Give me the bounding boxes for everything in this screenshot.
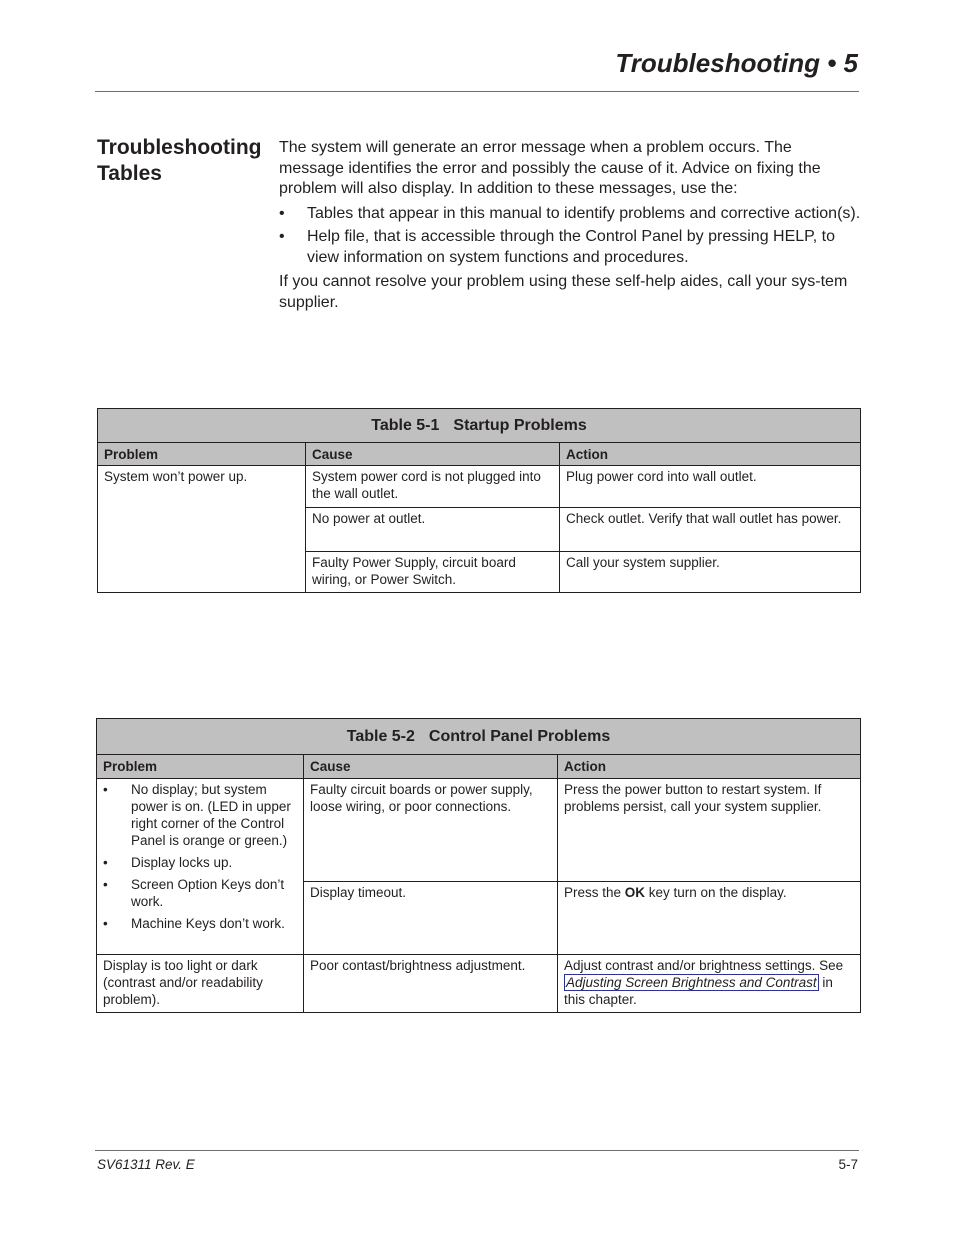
action-cell: Plug power cord into wall outlet.	[560, 466, 861, 508]
action-text-post: key turn on the display.	[645, 885, 787, 900]
problem-cell: Display is too light or dark (contrast and/or readability problem).	[97, 955, 304, 1013]
section-heading	[97, 135, 277, 187]
column-header-action: Action	[560, 443, 861, 466]
action-cell: Call your system supplier.	[560, 552, 861, 593]
action-cell: Press the power button to restart system. If problems persist, call your system supplier.	[558, 779, 861, 882]
column-header-problem: Problem	[98, 443, 306, 466]
list-item	[103, 876, 297, 910]
bullet-glyph: •	[103, 782, 108, 797]
brightness-contrast-link[interactable]: Adjusting Screen Brightness and Contrast	[566, 975, 817, 990]
startup-problems-table	[97, 408, 861, 593]
footer-rule	[95, 1150, 859, 1151]
section-heading-line1: Troubleshooting	[97, 136, 262, 159]
list-item-text: Display locks up.	[131, 855, 233, 870]
control-panel-problems-table	[96, 718, 861, 1013]
action-cell	[558, 955, 861, 1013]
table-number: Table 5-2	[346, 728, 415, 745]
bullet-glyph: •	[279, 204, 285, 222]
problem-cell: System won’t power up.	[98, 466, 306, 593]
action-text-pre: Adjust contrast and/or brightness settings. See	[564, 958, 844, 973]
table-caption	[98, 409, 861, 443]
action-text-pre: Press the	[564, 885, 625, 900]
cause-cell: No power at outlet.	[306, 508, 560, 552]
cause-cell: Faulty circuit boards or power supply, loose wiring, or poor connections.	[304, 779, 558, 882]
intro-text	[279, 138, 861, 313]
closing-paragraph: If you cannot resolve your problem using these self-help aides, call your sys-tem supplier.	[279, 273, 848, 311]
table-title: Startup Problems	[453, 417, 587, 434]
table-row	[97, 779, 861, 882]
intro-bullet-list	[279, 204, 861, 269]
problem-cell	[97, 779, 304, 955]
action-cell: Check outlet. Verify that wall outlet has power.	[560, 508, 861, 552]
bullet-glyph: •	[279, 228, 285, 245]
table-row	[97, 955, 861, 1013]
list-item-text: Screen Option Keys don’t work.	[131, 877, 285, 909]
section-heading-line2: Tables	[97, 162, 162, 185]
column-header-cause: Cause	[306, 443, 560, 466]
action-text-post: in this chapter.	[564, 975, 833, 1007]
cause-cell: Poor contast/brightness adjustment.	[304, 955, 558, 1013]
intro-paragraph: The system will generate an error message when a problem occurs. The message identifies the error and possibly the cause of it. Advice on fixing the problem will also display. In addition to these messages, use the:	[279, 139, 821, 197]
document-id: SV61311 Rev. E	[97, 1157, 195, 1172]
cause-cell: Faulty Power Supply, circuit board wiring, or Power Switch.	[306, 552, 560, 593]
list-item	[103, 915, 297, 932]
list-item-text: Tables that appear in this manual to identify problems and corrective action(s).	[307, 204, 861, 222]
list-item	[103, 781, 297, 849]
table-row	[98, 466, 861, 508]
list-item	[279, 204, 861, 225]
list-item-text: No display; but system power is on. (LED in upper right corner of the Control Panel is orange or green.)	[131, 782, 291, 848]
page-number: 5-7	[838, 1157, 858, 1172]
table-number: Table 5-1	[371, 417, 440, 434]
cause-cell: Display timeout.	[304, 882, 558, 955]
column-header-action: Action	[558, 755, 861, 779]
column-header-cause: Cause	[304, 755, 558, 779]
cause-cell: System power cord is not plugged into the wall outlet.	[306, 466, 560, 508]
header-rule	[95, 91, 859, 92]
column-header-problem: Problem	[97, 755, 304, 779]
bullet-glyph: •	[103, 877, 108, 892]
problem-list	[103, 781, 297, 932]
action-cell	[558, 882, 861, 955]
bullet-glyph: •	[103, 855, 108, 870]
list-item	[103, 854, 297, 871]
list-item-text: Help file, that is accessible through the Control Panel by pressing HELP, to view information on system functions and procedures.	[307, 228, 835, 266]
table-title: Control Panel Problems	[428, 728, 611, 745]
bullet-glyph: •	[103, 916, 108, 931]
ok-key-label: OK	[624, 885, 646, 900]
table-caption	[97, 719, 861, 755]
chapter-title: Troubleshooting • 5	[615, 48, 858, 78]
list-item-text: Machine Keys don’t work.	[131, 916, 285, 931]
list-item	[279, 227, 861, 268]
